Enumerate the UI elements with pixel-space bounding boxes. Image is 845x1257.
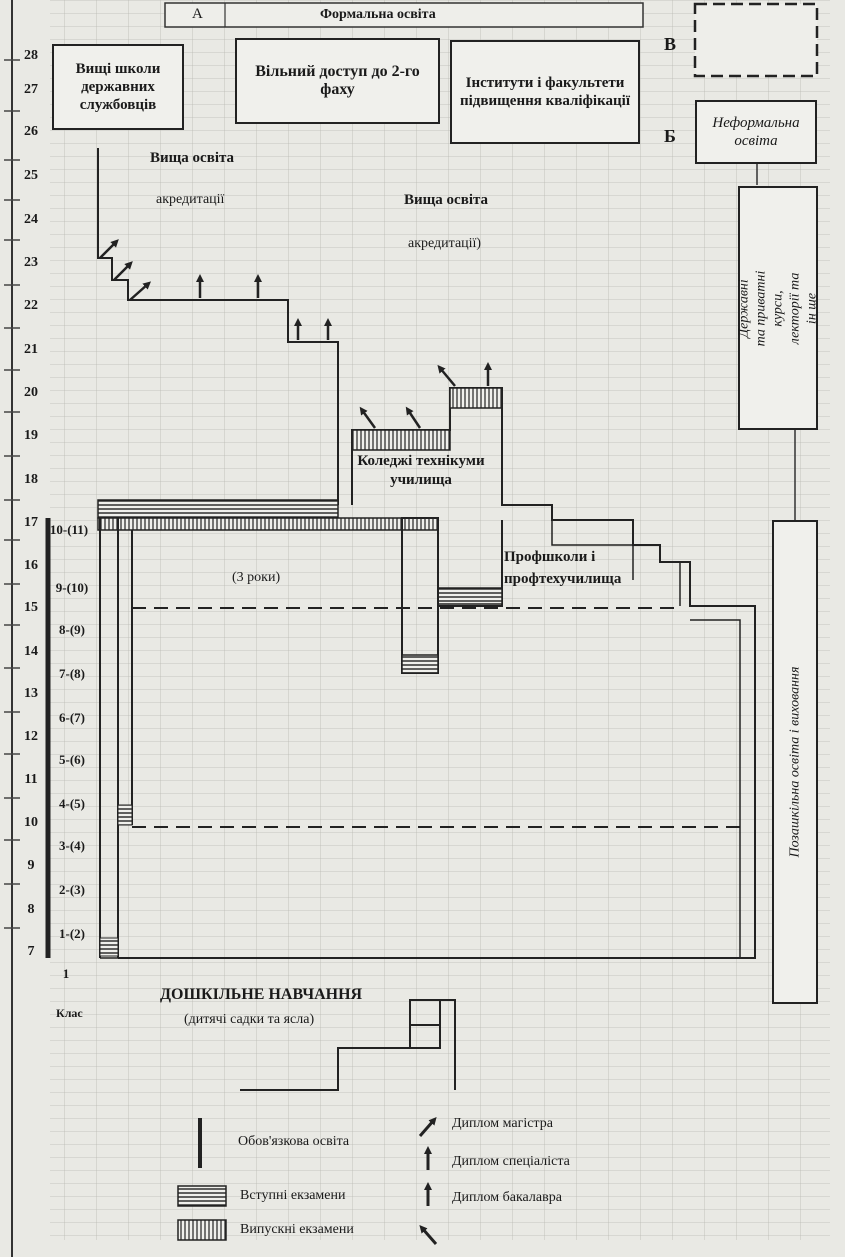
age-9: 9 xyxy=(27,858,35,873)
college-final-exams-2 xyxy=(450,388,502,408)
grade-6-7: 6-(7) xyxy=(59,710,85,725)
age-11: 11 xyxy=(24,772,38,787)
legend-entrance: Вступні екзамени xyxy=(240,1188,346,1203)
age-14: 14 xyxy=(24,644,38,659)
grade-9-10: 9-(10) xyxy=(55,580,89,595)
age-8: 8 xyxy=(27,902,35,917)
civil-service-box: Вищі школи державних службовців xyxy=(52,44,184,130)
age-17: 17 xyxy=(24,515,38,530)
age-23: 23 xyxy=(24,255,38,270)
formal-education-label: Формальна освіта xyxy=(320,7,436,22)
accreditation-label-2: акредитації) xyxy=(408,236,482,251)
grade-2-3: 2-(3) xyxy=(59,882,85,897)
non-formal-box: Неформальна освіта xyxy=(695,100,817,164)
age-16: 16 xyxy=(24,558,38,573)
legend-compulsory: Обов'язкова освіта xyxy=(238,1134,350,1149)
age-28: 28 xyxy=(24,48,38,63)
grade-1-2: 1-(2) xyxy=(59,926,85,941)
free-access-box: Вільний доступ до 2-го фаху xyxy=(235,38,440,124)
grade-8-9: 8-(9) xyxy=(59,622,85,637)
entrance-exam-grade1 xyxy=(100,938,118,956)
letter-v: В xyxy=(664,34,677,54)
age-22: 22 xyxy=(24,298,38,313)
legend-bachelor: Диплом бакалавра xyxy=(452,1190,562,1205)
age-12: 12 xyxy=(24,729,38,744)
age-7: 7 xyxy=(27,944,35,959)
age-24: 24 xyxy=(24,212,38,227)
age-25: 25 xyxy=(24,168,38,183)
higher-ed-label-1: Вища освіта xyxy=(150,150,235,166)
preschool-sub-label: (дитячі садки та ясла) xyxy=(184,1012,315,1027)
entrance-exam-grade5 xyxy=(118,805,132,825)
age-13: 13 xyxy=(24,686,38,701)
preschool-label: ДОШКІЛЬНЕ НАВЧАННЯ xyxy=(160,986,363,1003)
box-v xyxy=(695,4,817,76)
grade-7-8: 7-(8) xyxy=(59,666,85,681)
age-20: 20 xyxy=(24,385,38,400)
college-final-exams xyxy=(352,430,450,450)
legend-master: Диплом магістра xyxy=(452,1116,553,1131)
grade-1: 1 xyxy=(62,966,70,981)
three-years-label: (3 роки) xyxy=(232,570,281,585)
age-19: 19 xyxy=(24,428,38,443)
vocational-entrance-exams xyxy=(438,588,502,604)
grade-3-4: 3-(4) xyxy=(59,838,85,853)
age-15: 15 xyxy=(24,600,38,615)
courses-box xyxy=(738,186,818,430)
institutes-box: Інститути і факультети підвищення кваліфікації xyxy=(450,40,640,144)
legend-final-symbol xyxy=(178,1220,226,1240)
age-10: 10 xyxy=(24,815,38,830)
grade-5-6: 5-(6) xyxy=(59,752,85,767)
school-final-exams-top xyxy=(98,500,338,518)
legend-final: Випускні екзамени xyxy=(240,1222,354,1237)
extracurricular-label: Позашкільна освіта і виховання xyxy=(787,666,802,858)
age-26: 26 xyxy=(24,124,38,139)
legend-specialist: Диплом спеціаліста xyxy=(452,1154,570,1169)
extracurricular-box xyxy=(772,520,818,1004)
column-a-label: А xyxy=(192,6,203,22)
legend-entrance-symbol xyxy=(178,1186,226,1206)
college-entrance-exams xyxy=(402,655,438,673)
letter-b: Б xyxy=(664,126,676,146)
courses-label: Державні та приватні курси, лекторії та ін ше xyxy=(736,270,820,346)
class-label: Клас xyxy=(56,1006,83,1020)
higher-ed-label-2: Вища освіта xyxy=(404,192,489,208)
grade-4-5: 4-(5) xyxy=(59,796,85,811)
vocational-label: Профшколи і профтехучилища xyxy=(504,549,622,587)
school-final-exams xyxy=(98,518,438,530)
colleges-label: Коледжі технікуми училища xyxy=(357,453,485,488)
accreditation-label-1: акредитації xyxy=(156,192,225,207)
age-18: 18 xyxy=(24,472,38,487)
grade-10-11: 10-(11) xyxy=(49,522,89,537)
age-21: 21 xyxy=(24,342,38,357)
age-27: 27 xyxy=(24,82,38,97)
